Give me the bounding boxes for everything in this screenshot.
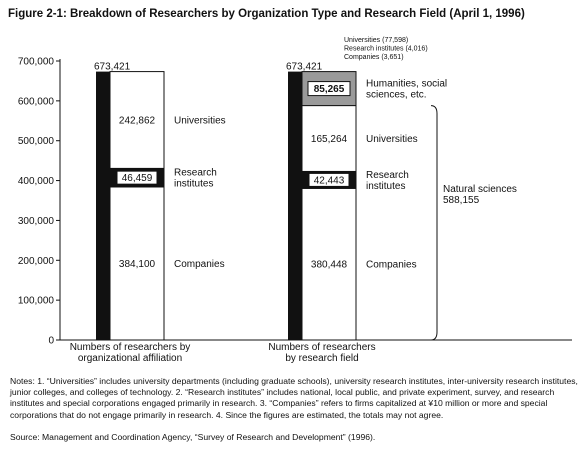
- x-category-label: by research field: [285, 353, 359, 364]
- segment-value-label: 384,100: [118, 258, 156, 270]
- x-category-label: organizational affiliation: [77, 353, 183, 364]
- chart-notes: Notes: 1. “Universities” includes university departments (including graduate schools), university research institutes, inter-university research institutes, junior colleges, and colleges of technology. 2. “Research institutes” includes national, local public, and private experiment, survey, and research institutes and special corporations engaged primarily in research. 3. “Companies” refers to firms capitalized at ¥10 million or more and special corporations that do not engage primarily in research. 4. Since the figures are estimated, the totals may not agree.: [10, 376, 578, 420]
- segment-value-label: 242,862: [118, 115, 156, 127]
- y-tick-label: 500,000: [17, 136, 54, 148]
- segment-value-label: 46,459: [121, 173, 153, 185]
- segment-value-label: 380,448: [310, 259, 348, 271]
- y-tick-label: 200,000: [17, 255, 54, 267]
- segment-name-label: institutes: [366, 180, 406, 192]
- segment-name-label: Humanities, social: [366, 78, 448, 90]
- chart-source: Source: Management and Coordination Agency, “Survey of Research and Development” (1996).: [10, 432, 376, 442]
- y-tick-label: 700,000: [17, 56, 54, 68]
- chart-title: Figure 2-1: Breakdown of Researchers by Organization Type and Research Field (April 1, 1996): [8, 8, 525, 20]
- segment-value-label: 165,264: [310, 134, 348, 146]
- humanities-breakdown-item: Universities (77,598): [344, 37, 409, 44]
- bar-left-column: [96, 72, 110, 340]
- segment-name-label: Universities: [174, 115, 226, 127]
- natural-sciences-bracket: [431, 106, 437, 340]
- bracket-value-label: 588,155: [443, 195, 480, 206]
- humanities-breakdown-item: Companies (3,651): [344, 54, 404, 61]
- segment-name-label: sciences, etc.: [366, 89, 427, 101]
- segment-value-label: 85,265: [313, 84, 345, 96]
- bracket-name-label: Natural sciences: [443, 184, 517, 195]
- segment-name-label: Companies: [174, 258, 225, 270]
- bar-total-label: 673,421: [94, 61, 131, 73]
- segment-name-label: Universities: [366, 134, 418, 146]
- segment-name-label: Companies: [366, 259, 417, 271]
- y-tick-label: 600,000: [17, 96, 54, 108]
- bar-left-column: [288, 72, 302, 340]
- y-tick-label: 300,000: [17, 215, 54, 227]
- segment-name-label: institutes: [174, 178, 214, 190]
- segment-name-label: Research: [174, 167, 217, 179]
- segment-value-label: 42,443: [313, 175, 345, 187]
- x-category-label: Numbers of researchers by: [69, 342, 191, 353]
- segment-name-label: Research: [366, 169, 409, 181]
- x-category-label: Numbers of researchers: [268, 342, 376, 353]
- y-tick-label: 100,000: [17, 295, 54, 307]
- humanities-breakdown-item: Research institutes (4,016): [344, 45, 428, 53]
- y-tick-label: 0: [48, 335, 54, 347]
- y-tick-label: 400,000: [17, 176, 54, 188]
- bar-total-label: 673,421: [286, 61, 323, 73]
